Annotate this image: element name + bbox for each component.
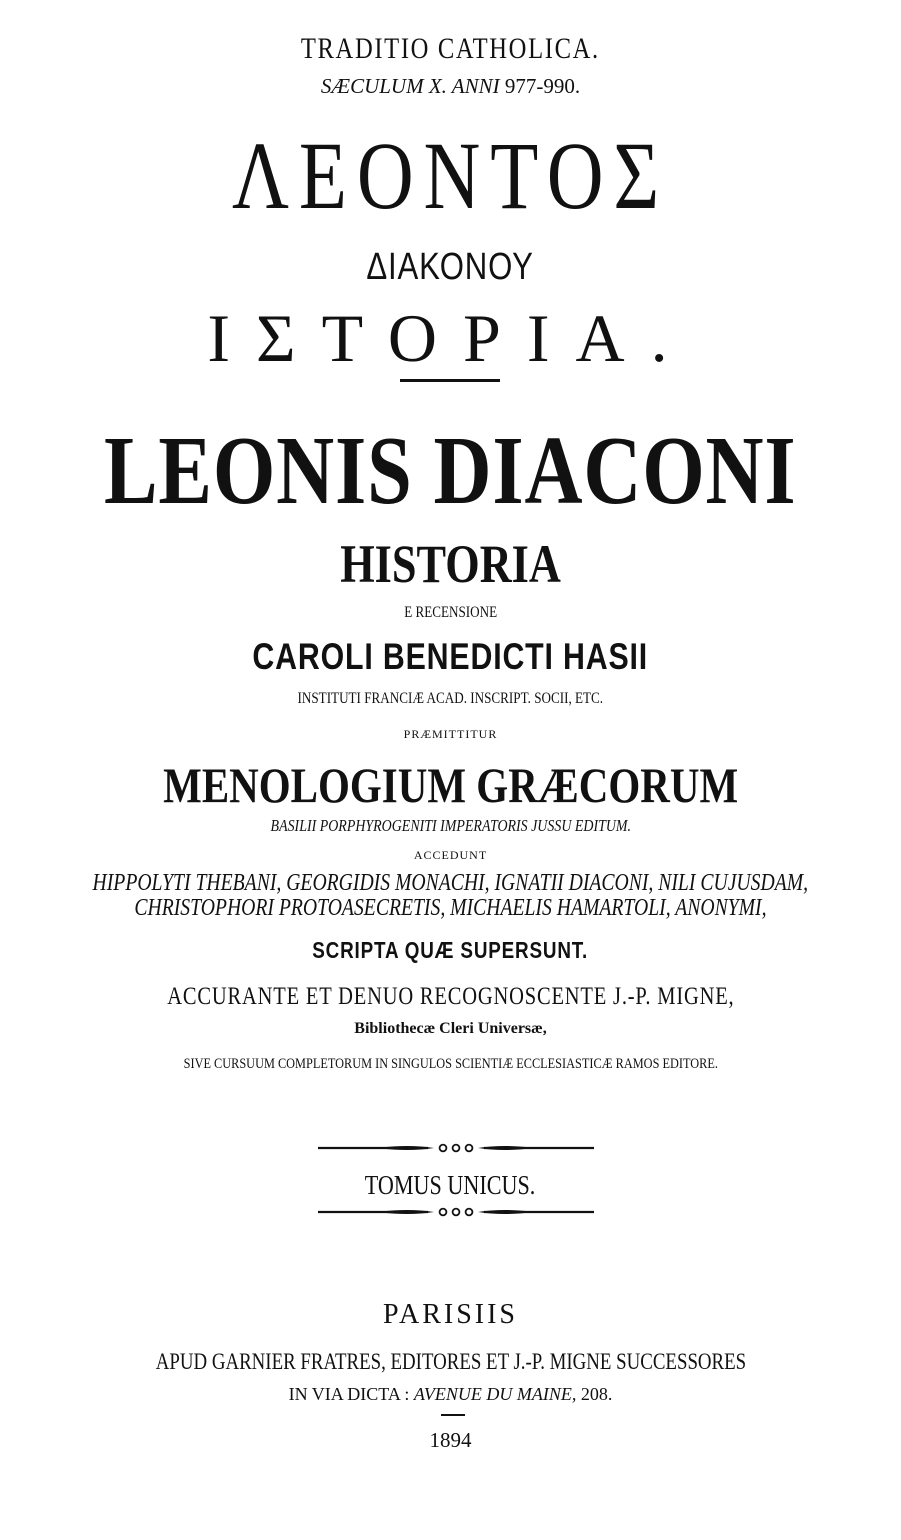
greek-role-heading: ΔΙΑΚΟΝΟΥ: [366, 246, 535, 288]
accurante-line: ACCURANTE ET DENUO RECOGNOSCENTE J.-P. MIGNE,: [166, 983, 735, 1010]
address-number: 208.: [580, 1384, 613, 1404]
editor-name: CAROLI BENEDICTI HASII: [252, 636, 649, 677]
ornament-rule-bottom-icon: [318, 1205, 594, 1219]
editor-titles: INSTITUTI FRANCIÆ ACAD. INSCRIPT. SOCII, ETC.: [297, 690, 604, 707]
menologium-description: BASILII PORPHYROGENITI IMPERATORIS JUSSU EDITUM.: [270, 816, 631, 835]
praemittitur-label: PRÆMITTITUR: [403, 727, 498, 741]
divider-rule: [400, 379, 500, 382]
address-label: IN VIA DICTA :: [288, 1384, 410, 1404]
latin-author-heading: LEONIS DIACONI: [104, 417, 797, 525]
imprint-publisher: APUD GARNIER FRATRES, EDITORES ET J.-P. MIGNE SUCCESSORES: [155, 1349, 746, 1374]
greek-author-heading: ΛΕΟΝΤΟΣ: [231, 122, 670, 229]
bibliotheca-line: Bibliothecæ Cleri Universæ,: [354, 1020, 547, 1037]
additional-authors-line-2: CHRISTOPHORI PROTOASECRETIS, MICHAELIS HAMARTOLI, ANONYMI,: [134, 895, 767, 921]
volume-label: TOMUS UNICUS.: [365, 1170, 536, 1200]
imprint-address: [0, 1385, 901, 1403]
latin-work-heading: HISTORIA: [340, 534, 561, 594]
imprint-year: 1894: [429, 1428, 472, 1452]
sive-line: SIVE CURSUUM COMPLETORUM IN SINGULOS SCIENTIÆ ECCLESIASTICÆ RAMOS EDITORE.: [183, 1056, 718, 1072]
additional-authors-line-1: HIPPOLYTI THEBANI, GEORGIDIS MONACHI, IGNATII DIACONI, NILI CUJUSDAM,: [92, 870, 809, 896]
saeculum-line: [0, 76, 901, 97]
saeculum-years: 977-990.: [504, 74, 581, 98]
address-street: AVENUE DU MAINE,: [413, 1384, 577, 1404]
saeculum-label: SÆCULUM X. ANNI: [320, 74, 500, 98]
series-title: TRADITIO CATHOLICA.: [300, 32, 600, 65]
accedunt-label: ACCEDUNT: [413, 848, 488, 862]
menologium-heading: MENOLOGIUM GRÆCORUM: [162, 757, 739, 813]
recension-label: E RECENSIONE: [404, 604, 497, 621]
imprint-city: PARISIIS: [382, 1299, 518, 1330]
scripta-heading: SCRIPTA QUÆ SUPERSUNT.: [312, 937, 589, 963]
greek-work-heading: ΙΣΤΟΡΙΑ.: [207, 300, 694, 376]
imprint-divider: [441, 1414, 465, 1416]
ornament-rule-top-icon: [318, 1141, 594, 1155]
